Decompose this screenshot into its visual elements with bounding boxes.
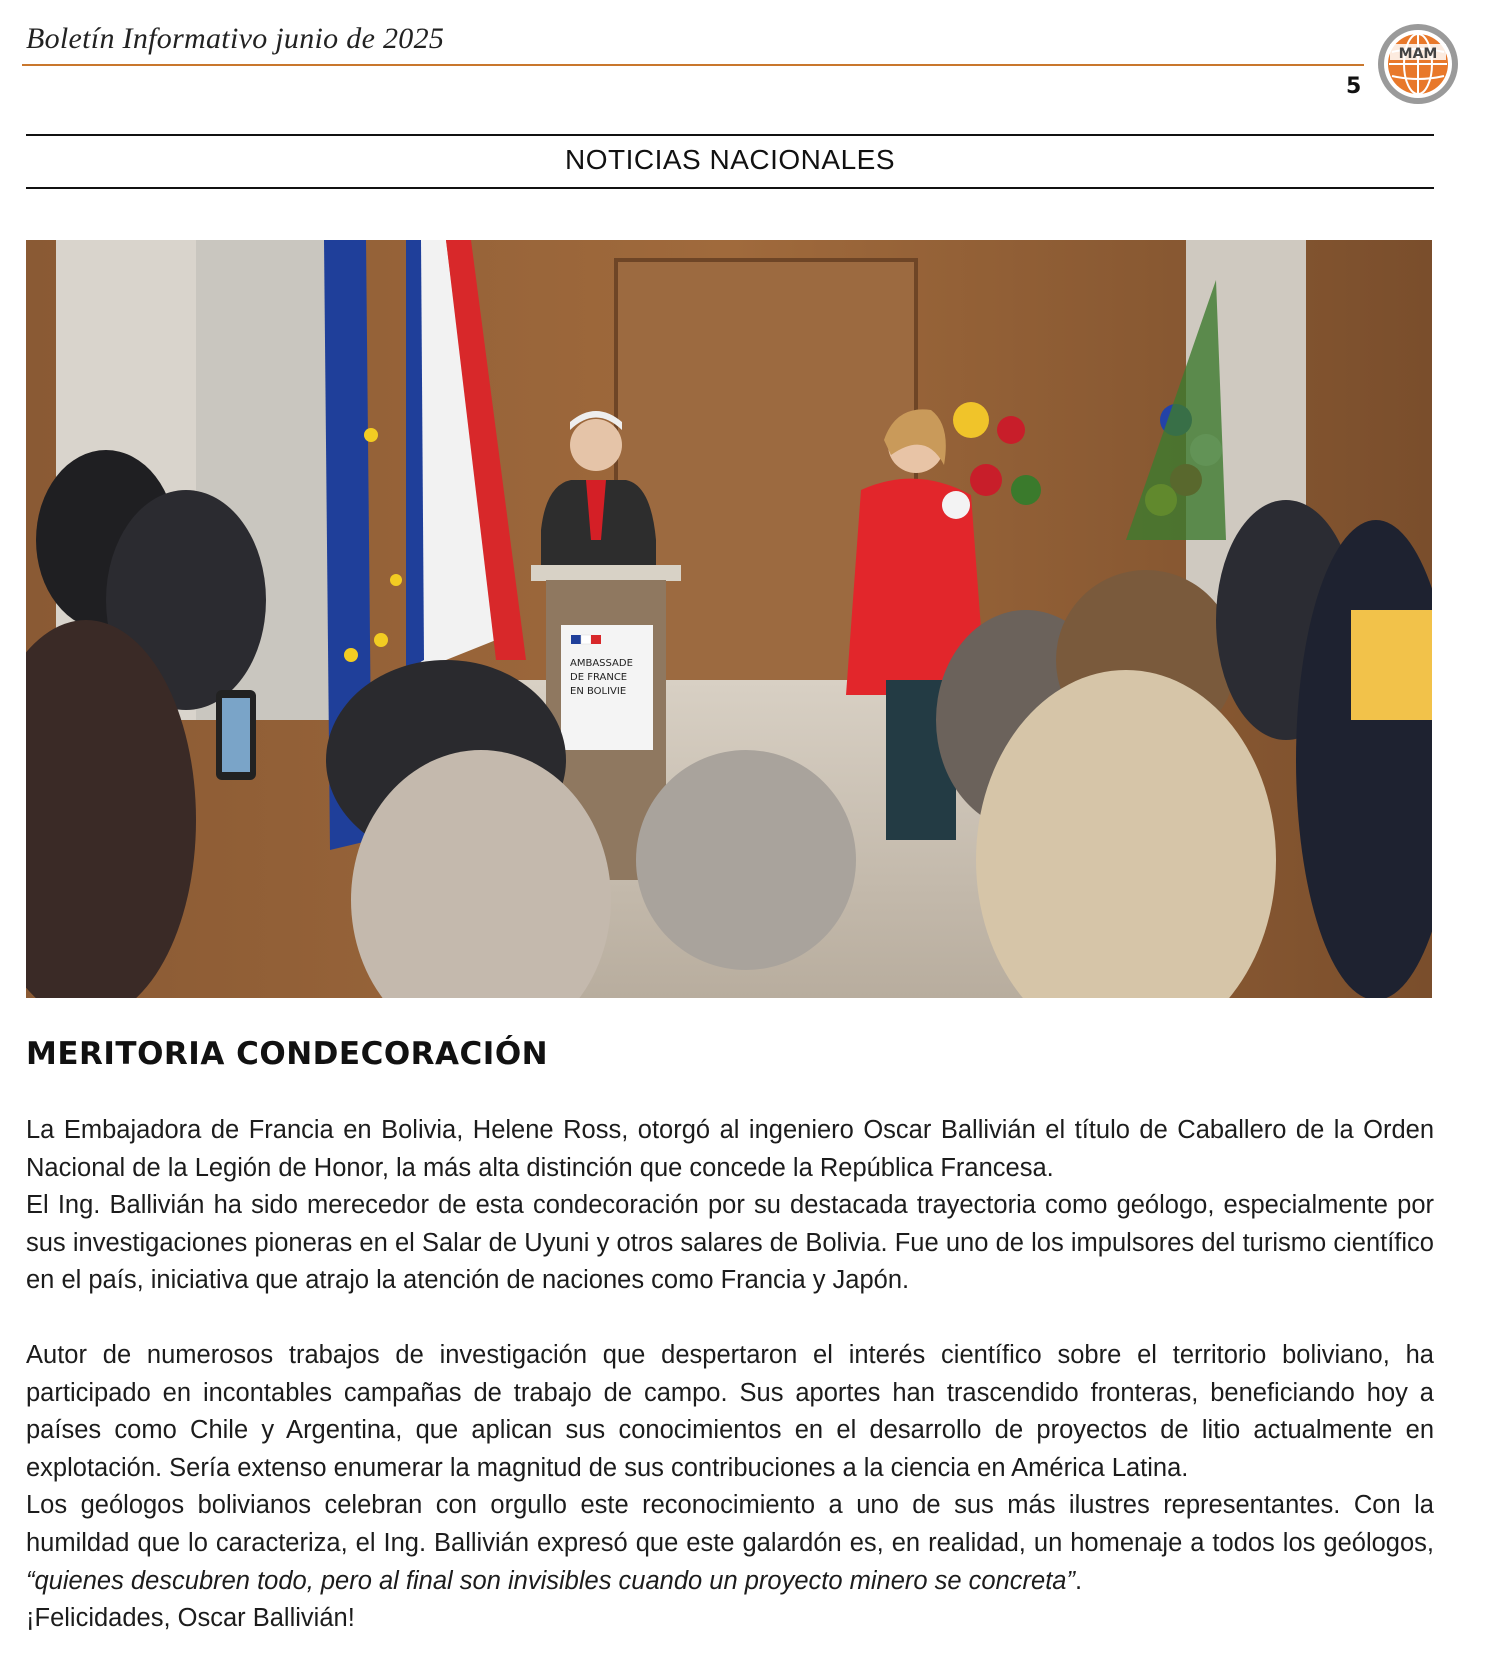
section-rule-bottom <box>26 187 1434 189</box>
logo-text: MAM <box>1398 46 1438 62</box>
podium-sign-line1: AMBASSADE <box>570 658 633 669</box>
bulletin-title: Boletín Informativo junio de 2025 <box>26 22 445 55</box>
article-paragraph-3: Autor de numerosos trabajos de investigación que despertaron el interés científico sobre el territorio boliviano, ha participado en incontables campañas de trabajo de campo. Sus aportes han trascendido fronteras, beneficiando hoy a países como Chile y Argentina, que aplican sus conocimientos en el desarrollo de proyectos de litio actualmente en explotación. Sería extenso enumerar la magnitud de sus contribuciones a la ciencia en América Latina. <box>26 1340 1434 1482</box>
article-heading: MERITORIA CONDECORACIÓN <box>26 1036 549 1072</box>
ceremony-photo <box>26 240 1432 998</box>
header-divider <box>22 64 1364 66</box>
paragraph-4-text: Los geólogos bolivianos celebran con orgullo este reconocimiento a uno de sus más ilustres representantes. Con la humildad que lo caracteriza, el Ing. Ballivián expresó que este galardón es, en realidad, un homenaje a todos los geólogos, <box>26 1491 1434 1557</box>
article-paragraph-1: La Embajadora de Francia en Bolivia, Helene Ross, otorgó al ingeniero Oscar Ballivián el título de Caballero de la Orden Nacional de la Legión de Honor, la más alta distinción que concede la República Francesa. <box>26 1116 1434 1182</box>
globe-logo-icon <box>1376 22 1460 106</box>
podium-sign-line3: EN BOLIVIE <box>570 686 627 697</box>
article-paragraph-4 <box>26 1487 1434 1600</box>
podium-sign-line2: DE FRANCE <box>570 672 628 683</box>
article-quote: “quienes descubren todo, pero al final son invisibles cuando un proyecto minero se concreta” <box>26 1566 1075 1595</box>
section-rule-top <box>26 134 1434 136</box>
quote-end: . <box>1074 1566 1083 1595</box>
article-closing: ¡Felicidades, Oscar Ballivián! <box>26 1604 355 1633</box>
page-number: 5 <box>1346 74 1362 99</box>
article-paragraph-2: El Ing. Ballivián ha sido merecedor de esta condecoración por su destacada trayectoria como geólogo, especialmente por sus investigaciones pioneras en el Salar de Uyuni y otros salares de Bolivia. Fue uno de los impulsores del turismo científico en el país, iniciativa que atrajo la atención de naciones como Francia y Japón. <box>26 1191 1434 1295</box>
section-title: NOTICIAS NACIONALES <box>564 144 895 175</box>
article-body <box>26 1112 1434 1638</box>
